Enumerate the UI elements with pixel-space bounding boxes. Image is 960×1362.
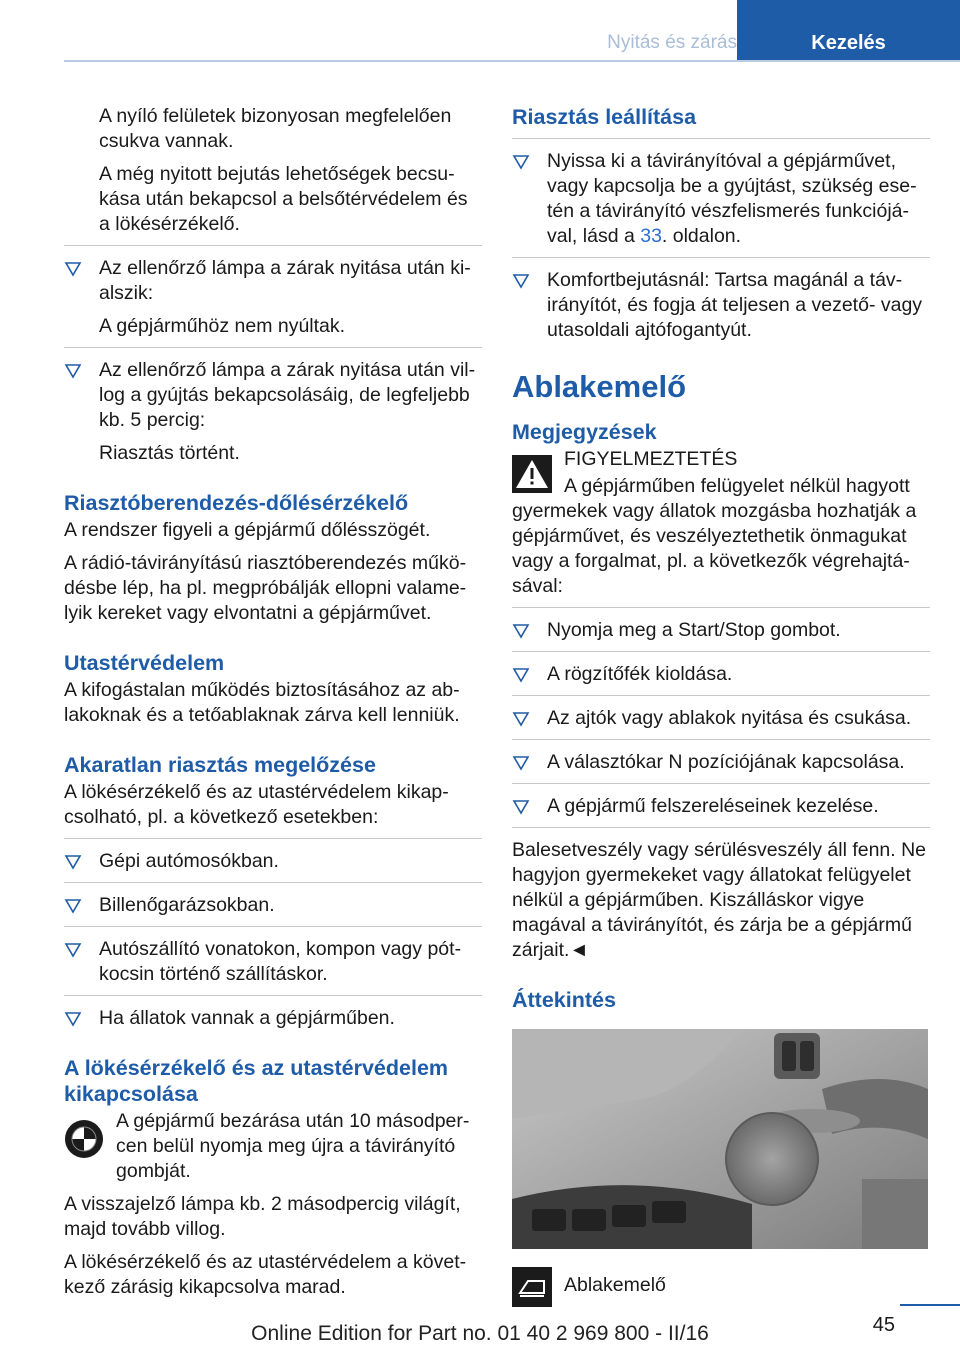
list-item bbox=[512, 662, 930, 687]
divider bbox=[512, 827, 930, 828]
heading-avoid-false-alarm: Akaratlan riasztás megelőzése bbox=[64, 753, 376, 777]
divider bbox=[64, 838, 482, 839]
list-item bbox=[512, 618, 930, 643]
bullet-triangle-icon bbox=[64, 363, 82, 379]
bullet-triangle-icon bbox=[512, 799, 530, 815]
list-item-text: A gépjármű felszereléseinek kezelése. bbox=[547, 795, 879, 817]
list-item-text: Az ellenőrző lámpa a zárak nyitása után villog a gyújtás bekapcsolásáig, de legfeljebb kb. 5 percig: bbox=[99, 359, 476, 431]
list-item-subtext: Riasztás történt. bbox=[99, 442, 240, 464]
heading-overview: Áttekintés bbox=[512, 988, 616, 1012]
warning-triangle-icon bbox=[512, 455, 552, 493]
bmw-note bbox=[64, 1109, 482, 1184]
list-item bbox=[512, 706, 930, 731]
divider bbox=[512, 257, 930, 258]
list-item-text: A választókar N pozíciójának kapcsolása. bbox=[547, 751, 905, 773]
divider bbox=[64, 926, 482, 927]
warning-title: FIGYELMEZTETÉS bbox=[564, 448, 738, 470]
paragraph: A nyíló felületek bizonyosan megfelelően csukva vannak. bbox=[99, 105, 452, 152]
list-item-subtext: A gépjárműhöz nem nyúltak. bbox=[99, 315, 346, 337]
page-number: 45 bbox=[872, 1314, 895, 1336]
divider bbox=[64, 995, 482, 996]
warning-conclusion: Balesetveszély vagy sérülésveszély áll fenn. Ne hagyjon gyermekeket vagy állatokat felügyelet nélkül a gépjárműben. Kiszálláskor vigye magával a távirányítót, és zárja be a gépjármű zárjait.◄ bbox=[512, 839, 927, 961]
divider bbox=[64, 882, 482, 883]
footer-accent-line bbox=[900, 1304, 960, 1306]
bullet-triangle-icon bbox=[64, 1011, 82, 1027]
divider bbox=[64, 245, 482, 246]
list-item bbox=[64, 937, 482, 987]
heading-interior-protection: Utastérvédelem bbox=[64, 651, 225, 675]
header-section-title: Nyitás és zárás bbox=[607, 32, 737, 53]
bullet-triangle-icon bbox=[512, 273, 530, 289]
list-item bbox=[512, 268, 930, 343]
list-item bbox=[64, 849, 482, 874]
footer-edition: Online Edition for Part no. 01 40 2 969 800 - II/16 bbox=[251, 1322, 709, 1345]
paragraph: A lökésérzékelő és az utastérvédelem a következő zárásig kikapcsolva marad. bbox=[64, 1251, 467, 1298]
list-item bbox=[512, 750, 930, 775]
heading-notes: Megjegyzések bbox=[512, 420, 657, 444]
warning-box bbox=[512, 447, 930, 599]
bullet-triangle-icon bbox=[512, 667, 530, 683]
door-panel-photo bbox=[512, 1029, 928, 1249]
list-item-text: Nyissa ki a távirányítóval a gépjárművet, vagy kapcsolja be a gyújtást, szükség esetén a távirányító vészfelismerés funkciójával, lásd a 33. oldalon. bbox=[547, 150, 917, 247]
heading-tilt-sensor: Riasztóberendezés-dőlésérzékelő bbox=[64, 491, 409, 515]
list-item-text: Billenőgarázsokban. bbox=[99, 894, 275, 916]
divider bbox=[512, 138, 930, 139]
list-item-text: Autószállító vonatokon, kompon vagy pótkocsin történő szállításkor. bbox=[99, 938, 462, 985]
list-item-text: A rögzítőfék kioldása. bbox=[547, 663, 733, 685]
divider bbox=[512, 651, 930, 652]
bullet-triangle-icon bbox=[64, 261, 82, 277]
divider bbox=[512, 695, 930, 696]
paragraph: A gépjármű bezárása után 10 másodpercen belül nyomja meg újra a távirányító gombját. bbox=[116, 1110, 470, 1182]
list-item bbox=[64, 358, 482, 466]
header-chapter-tab: Kezelés bbox=[737, 0, 960, 62]
list-item bbox=[512, 149, 930, 249]
list-item bbox=[512, 794, 930, 819]
heading-disable-sensors: A lökésérzékelő és az utastérvédelem kikapcsolása bbox=[64, 1056, 449, 1106]
heading-power-windows: Ablakemelő bbox=[512, 369, 687, 404]
paragraph: A még nyitott bejutás lehetőségek becsukása után bekapcsol a belsőtérvédelem és a lökésérzékelő. bbox=[99, 163, 468, 235]
list-item-text: Az ellenőrző lámpa a zárak nyitása után kialszik: bbox=[99, 257, 471, 304]
list-item bbox=[64, 1006, 482, 1031]
paragraph: A lökésérzékelő és az utastérvédelem kikapcsolható, pl. a következő esetekben: bbox=[64, 781, 449, 828]
list-item-text: Komfortbejutásnál: Tartsa magánál a távirányítót, és fogja át teljesen a vezető- vagy utasoldali ajtófogantyút. bbox=[547, 269, 923, 341]
bullet-triangle-icon bbox=[64, 854, 82, 870]
paragraph: A visszajelző lámpa kb. 2 másodpercig világít, majd tovább villog. bbox=[64, 1193, 461, 1240]
list-item bbox=[64, 256, 482, 339]
bullet-triangle-icon bbox=[64, 898, 82, 914]
bullet-triangle-icon bbox=[512, 154, 530, 170]
photo-caption bbox=[512, 1267, 930, 1307]
list-item-text: Ha állatok vannak a gépjárműben. bbox=[99, 1007, 395, 1029]
heading-stop-alarm: Riasztás leállítása bbox=[512, 105, 697, 129]
list-item-text: Gépi autómosókban. bbox=[99, 850, 279, 872]
paragraph: A kifogástalan működés biztosításához az ablakoknak és a tetőablaknak zárva kell lenniük. bbox=[64, 679, 460, 726]
left-column bbox=[64, 104, 482, 1308]
right-column bbox=[512, 104, 930, 1307]
bullet-triangle-icon bbox=[64, 942, 82, 958]
bmw-logo-icon bbox=[64, 1119, 104, 1159]
list-item bbox=[64, 893, 482, 918]
paragraph: A rádió-távirányítású riasztóberendezés működésbe lép, ha pl. megpróbálják ellopni valamelyik kereket vagy elvontatni a gépjárművet. bbox=[64, 552, 467, 624]
divider bbox=[512, 607, 930, 608]
header-divider bbox=[64, 60, 960, 62]
caption-text: Ablakemelő bbox=[564, 1274, 666, 1296]
divider bbox=[512, 739, 930, 740]
bullet-triangle-icon bbox=[512, 755, 530, 771]
bullet-triangle-icon bbox=[512, 711, 530, 727]
list-item-text: Nyomja meg a Start/Stop gombot. bbox=[547, 619, 841, 641]
list-item-text: Az ajtók vagy ablakok nyitása és csukása. bbox=[547, 707, 912, 729]
divider bbox=[512, 783, 930, 784]
divider bbox=[64, 347, 482, 348]
page-reference-link[interactable]: 33 bbox=[640, 225, 662, 247]
bullet-triangle-icon bbox=[512, 623, 530, 639]
window-switch-icon bbox=[512, 1267, 552, 1307]
warning-text: A gépjárműben felügyelet nélkül hagyott gyermekek vagy állatok mozgásba hozhatják a gépjárművet, és veszélyeztethetik önmagukat vagy a forgalmat, pl. a következők végrehajtásával: bbox=[512, 475, 917, 597]
paragraph: A rendszer figyeli a gépjármű dőlésszögét. bbox=[64, 519, 431, 541]
